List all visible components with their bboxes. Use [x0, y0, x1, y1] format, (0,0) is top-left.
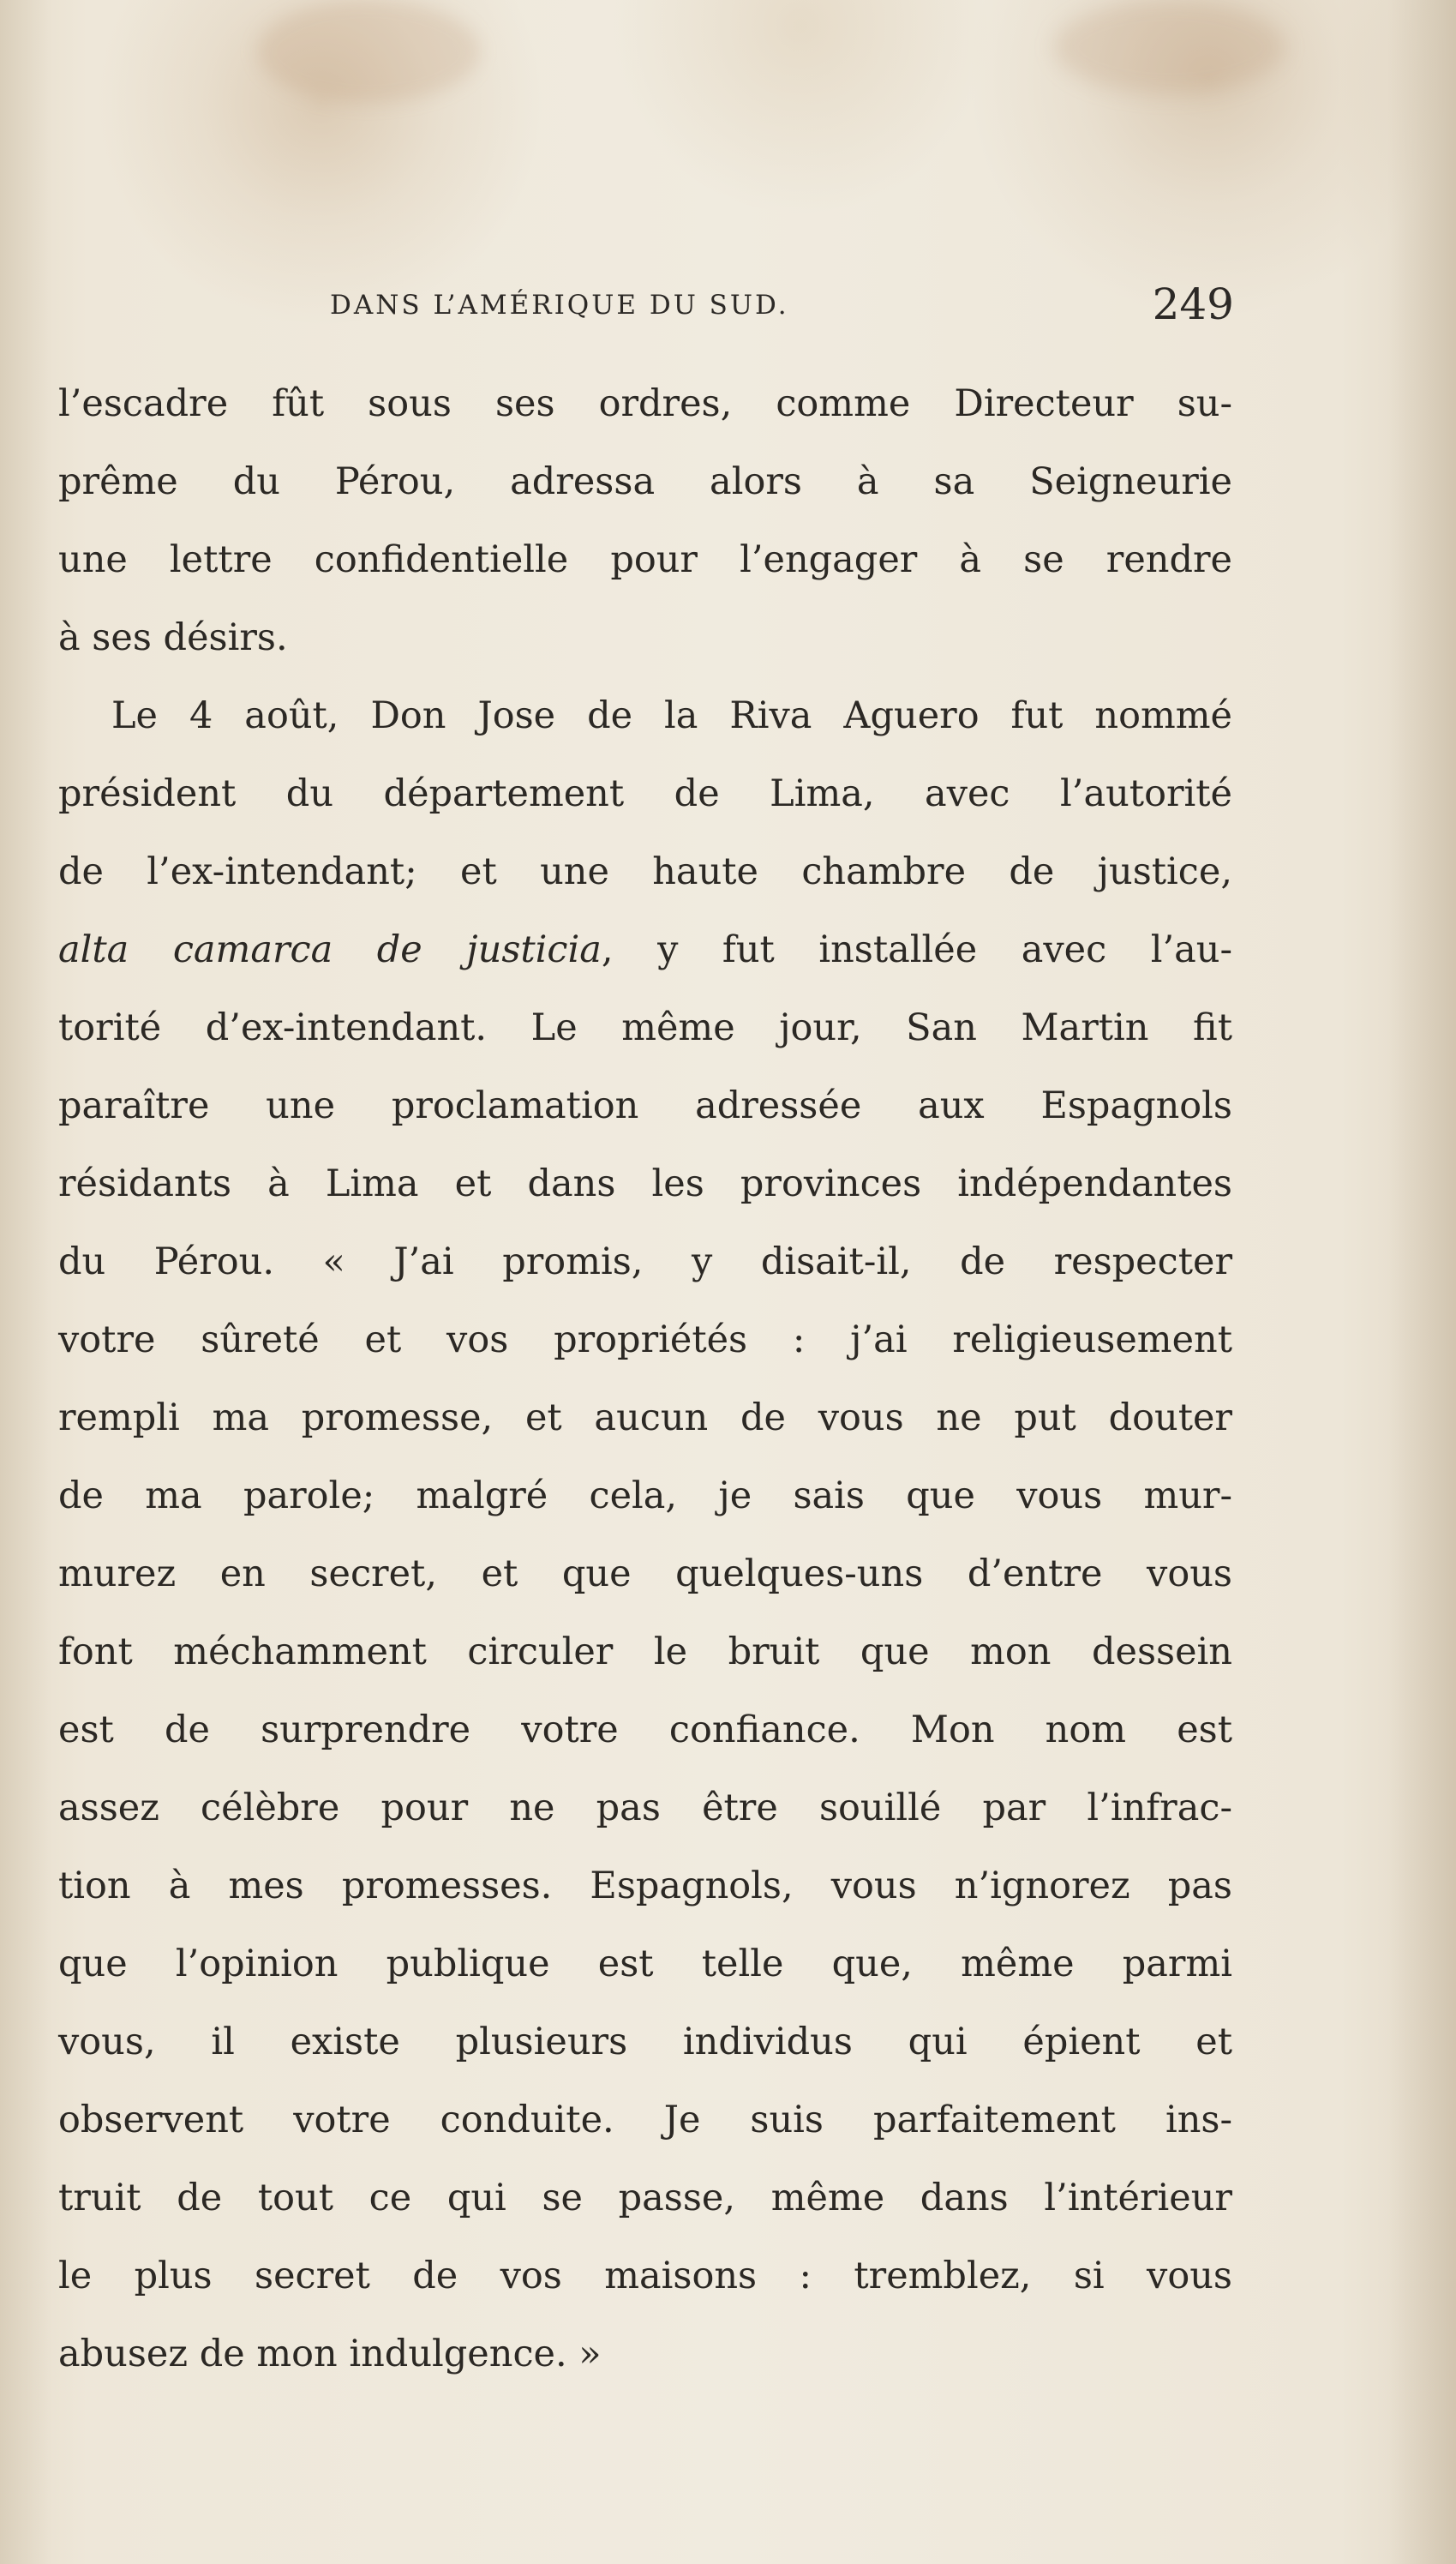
text-line: murez en secret, et que quelques-uns d’entre vous — [58, 1552, 1232, 1595]
text-line: votre sûreté et vos propriétés : j’ai religieusement — [58, 1318, 1232, 1361]
text-line: font méchamment circuler le bruit que mon dessein — [58, 1630, 1232, 1673]
running-head: DANS L’AMÉRIQUE DU SUD. — [330, 290, 789, 321]
text-line: tion à mes promesses. Espagnols, vous n’ignorez pas — [58, 1864, 1232, 1907]
text-line: prême du Pérou, adressa alors à sa Seigneurie — [58, 460, 1232, 503]
page-header — [317, 279, 1234, 339]
text-line: assez célèbre pour ne pas être souillé par l’infrac- — [58, 1786, 1232, 1829]
text-line: Le 4 août, Don Jose de la Riva Aguero fut nommé — [111, 694, 1232, 737]
paper-stain — [1054, 0, 1285, 94]
page-edge-shading — [1387, 0, 1456, 2564]
text-line: rempli ma promesse, et aucun de vous ne put douter — [58, 1396, 1232, 1439]
text-line: est de surprendre votre confiance. Mon nom est — [58, 1708, 1232, 1751]
text-line: président du département de Lima, avec l’autorité — [58, 772, 1232, 815]
text-line: abusez de mon indulgence. » — [58, 2333, 602, 2375]
text-line: vous, il existe plusieurs individus qui épient et — [58, 2021, 1232, 2063]
text-line: que l’opinion publique est telle que, même parmi — [58, 1943, 1232, 1985]
text-line: résidants à Lima et dans les provinces indépendantes — [58, 1162, 1232, 1205]
text-line: torité d’ex-intendant. Le même jour, San Martin fit — [58, 1006, 1232, 1049]
text-line-with-italic — [58, 911, 1232, 989]
italic-phrase: alta camarca de justicia — [58, 928, 602, 971]
paper-stain — [257, 0, 480, 103]
text-line: du Pérou. « J’ai promis, y disait-il, de respecter — [58, 1240, 1232, 1283]
text-line: à ses désirs. — [58, 616, 288, 659]
text-line: le plus secret de vos maisons : tremblez, si vous — [58, 2255, 1232, 2297]
text-line: paraître une proclamation adressée aux Espagnols — [58, 1084, 1232, 1127]
text-line: observent votre conduite. Je suis parfaitement ins- — [58, 2099, 1232, 2141]
text-line: l’escadre fût sous ses ordres, comme Directeur su- — [58, 382, 1232, 425]
text-line: truit de tout ce qui se passe, même dans l’intérieur — [58, 2177, 1232, 2219]
body-text — [58, 365, 1232, 2393]
text-line: de l’ex-intendant; et une haute chambre de justice, — [58, 850, 1232, 893]
page-number: 249 — [1152, 279, 1234, 329]
text-line: de ma parole; malgré cela, je sais que vous mur- — [58, 1474, 1232, 1517]
text-line-rest: , y fut installée avec l’au- — [601, 928, 1232, 971]
text-line: une lettre confidentielle pour l’engager à se rendre — [58, 538, 1232, 581]
page-edge-shading — [0, 0, 51, 2564]
